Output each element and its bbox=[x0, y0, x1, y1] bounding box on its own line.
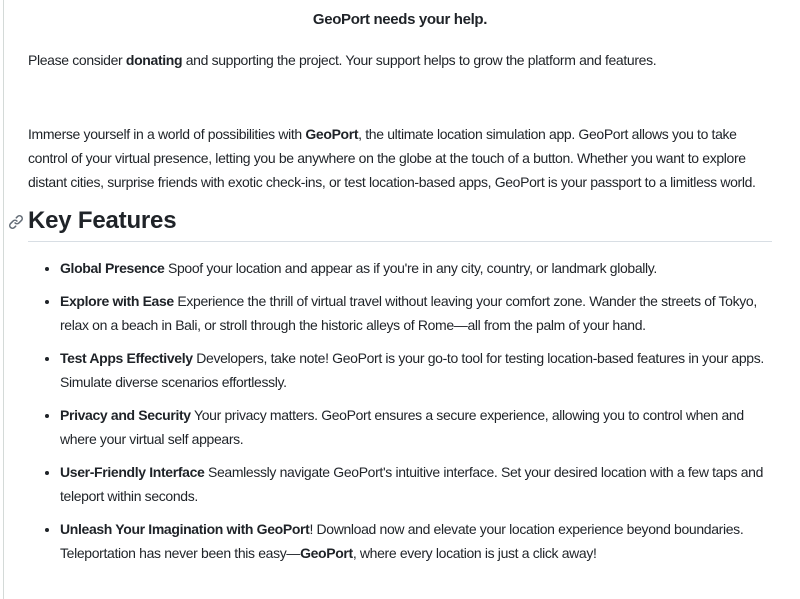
support-callout-title: GeoPort needs your help. bbox=[312, 11, 488, 28]
feature-title: Test Apps Effectively bbox=[60, 350, 193, 366]
geoport-name-bold: GeoPort bbox=[305, 126, 359, 142]
support-text-pre: Please consider bbox=[28, 52, 126, 68]
intro-paragraph bbox=[28, 122, 772, 194]
feature-text: ! Download now and elevate your location experience beyond boundaries. Teleportation has never been this easy— bbox=[60, 521, 744, 561]
intro-text-pre: Immerse yourself in a world of possibilities with bbox=[28, 126, 306, 142]
link-icon[interactable] bbox=[8, 214, 24, 230]
support-text-post: and supporting the project. Your support helps to grow the platform and features. bbox=[182, 52, 657, 68]
key-features-heading-text: Key Features bbox=[28, 207, 177, 234]
feature-title: Global Presence bbox=[60, 260, 165, 276]
support-paragraph bbox=[28, 48, 772, 72]
key-features-heading bbox=[28, 206, 772, 242]
readme-content bbox=[28, 0, 772, 565]
donating-emphasis: donating bbox=[125, 52, 183, 68]
feature-text: Your privacy matters. GeoPort ensures a secure experience, allowing you to control when and where your virtual self appears. bbox=[60, 407, 744, 447]
feature-item-unleash-your-imagination bbox=[60, 517, 772, 565]
feature-item-test-apps-effectively bbox=[60, 346, 772, 394]
feature-item-global-presence bbox=[60, 256, 772, 280]
feature-text: Spoof your location and appear as if you're in any city, country, or landmark globally. bbox=[164, 260, 657, 276]
feature-text: Developers, take note! GeoPort is your go-to tool for testing location-based features in your apps. Simulate diverse scenarios effortlessly. bbox=[60, 350, 764, 390]
features-list bbox=[28, 256, 772, 565]
feature-text: , where every location is just a click away! bbox=[352, 545, 597, 561]
feature-text: Seamlessly navigate GeoPort's intuitive interface. Set your desired location with a few taps and teleport within seconds. bbox=[60, 464, 764, 504]
feature-title: User-Friendly Interface bbox=[60, 464, 205, 480]
feature-title: Privacy and Security bbox=[60, 407, 191, 423]
feature-title: Unleash Your Imagination with GeoPort bbox=[60, 521, 310, 537]
container-left-border bbox=[3, 0, 4, 599]
feature-item-explore-with-ease bbox=[60, 289, 772, 337]
feature-item-user-friendly-interface bbox=[60, 460, 772, 508]
feature-item-privacy-and-security bbox=[60, 403, 772, 451]
intro-text-post: , the ultimate location simulation app. GeoPort allows you to take control of your virtual presence, letting you be anywhere on the globe at the touch of a button. Whether you want to explore distant cities, surprise friends with exotic check-ins, or test location-based apps, GeoPort is your passport to a limitless world. bbox=[28, 126, 756, 190]
feature-text: Experience the thrill of virtual travel without leaving your comfort zone. Wander the streets of Tokyo, relax on a beach in Bali, or stroll through the historic alleys of Rome—all from the palm of your hand. bbox=[60, 293, 757, 333]
geoport-name-bold: GeoPort bbox=[300, 545, 353, 561]
feature-title: Explore with Ease bbox=[60, 293, 174, 309]
